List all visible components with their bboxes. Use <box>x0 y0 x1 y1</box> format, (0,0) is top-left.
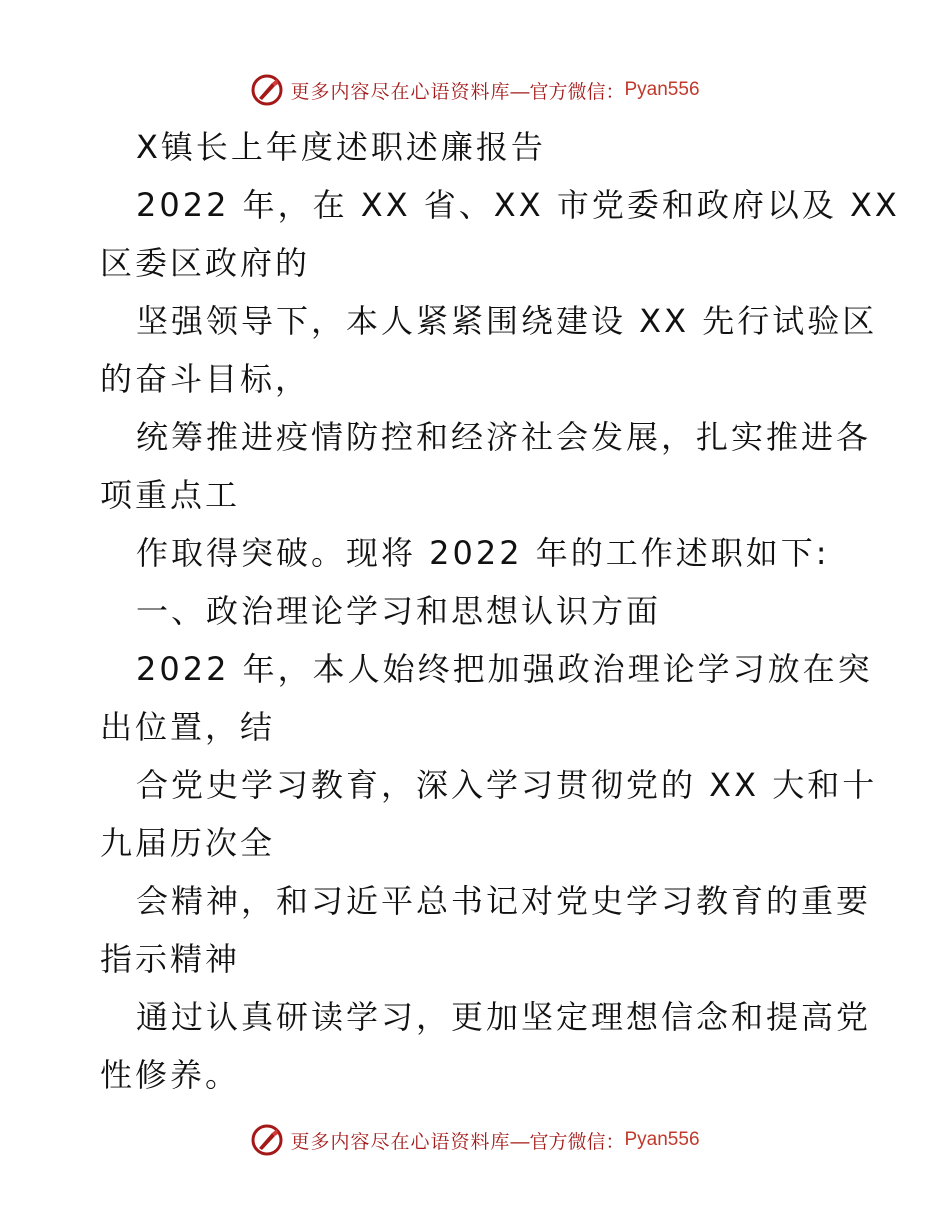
body-line: 性修养。 <box>100 1056 241 1094</box>
body-line: 出位置，结 <box>100 708 276 746</box>
body-line: 2022 年，本人始终把加强政治理论学习放在突 <box>136 650 873 688</box>
body-line: 统筹推进疫情防控和经济社会发展，扎实推进各 <box>136 418 872 456</box>
watermark-separator: —官方微信： <box>510 1131 625 1153</box>
body-line: 的奋斗目标， <box>100 360 311 398</box>
body-line: 区委区政府的 <box>100 244 311 282</box>
watermark-banner-top <box>0 70 950 110</box>
body-line: 通过认真研读学习，更加坚定理想信念和提高党 <box>136 998 872 1036</box>
pen-circle-icon <box>250 73 284 107</box>
document-body <box>100 118 900 1104</box>
body-line: 作取得突破。现将 2022 年的工作述职如下: <box>136 534 830 572</box>
watermark-handle: Pyan556 <box>624 1129 700 1150</box>
watermark-banner-bottom <box>0 1120 950 1160</box>
body-line: 项重点工 <box>100 476 241 514</box>
body-line: 2022 年，在 XX 省、XX 市党委和政府以及 XX <box>136 186 900 224</box>
body-line: 合党史学习教育，深入学习贯彻党的 XX 大和十 <box>136 766 878 804</box>
watermark-separator: —官方微信： <box>510 81 625 103</box>
watermark-brand: 更多内容尽在心语资料库 <box>290 1130 511 1153</box>
body-line: 九届历次全 <box>100 824 276 862</box>
document-title: X镇长上年度述职述廉报告 <box>136 128 546 166</box>
watermark-brand: 更多内容尽在心语资料库 <box>290 80 511 103</box>
watermark-handle: Pyan556 <box>624 79 700 100</box>
body-line: 指示精神 <box>100 940 241 978</box>
body-line: 坚强领导下，本人紧紧围绕建设 XX 先行试验区 <box>136 302 878 340</box>
pen-circle-icon <box>250 1123 284 1157</box>
section-heading: 一、政治理论学习和思想认识方面 <box>136 592 662 630</box>
body-line: 会精神，和习近平总书记对党史学习教育的重要 <box>136 882 872 920</box>
